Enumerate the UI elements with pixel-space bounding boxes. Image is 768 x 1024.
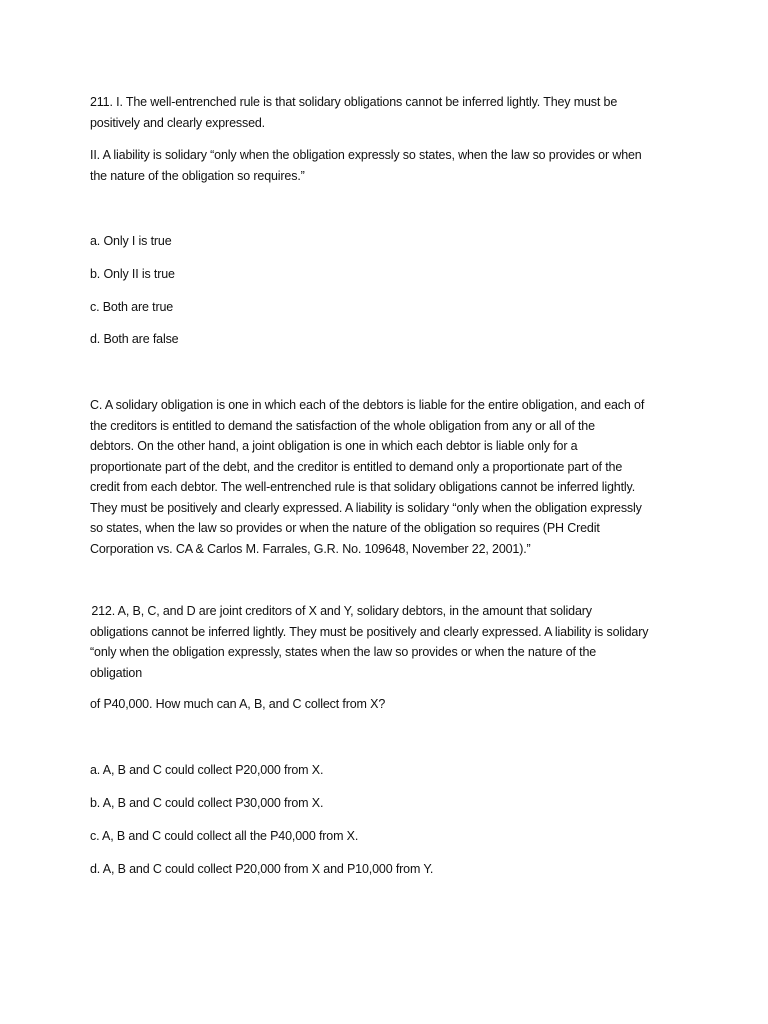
text-line: C. A solidary obligation is one in which each of the debtors is liable for the entire obligation, and each of — [90, 398, 645, 412]
text-line: credit from each debtor. The well-entrenched rule is that solidary obligations cannot be inferred lightly. — [90, 480, 636, 494]
text-line: proportionate part of the debt, and the creditor is entitled to demand only a proportionate part of the — [90, 459, 623, 474]
text-line: debtors. On the other hand, a joint obligation is one in which each debtor is liable only for a — [90, 439, 578, 453]
q211-choice-b: b. Only II is true — [90, 267, 175, 281]
q211-choice-d: d. Both are false — [90, 332, 179, 346]
text-line: the nature of the obligation so requires.” — [90, 168, 305, 183]
q211-choice-c: c. Both are true — [90, 300, 174, 314]
text-line: They must be positively and clearly expressed. A liability is solidary “only when the obligation expressly — [90, 500, 642, 515]
text-line: “only when the obligation expressly, states when the law so provides or when the nature of the — [90, 645, 597, 659]
text-line: positively and clearly expressed. — [90, 115, 266, 130]
q212-choice-b: b. A, B and C could collect P30,000 from X. — [90, 796, 324, 810]
q211-statement-2 — [90, 145, 690, 186]
q212-choice-d: d. A, B and C could collect P20,000 from X and P10,000 from Y. — [90, 862, 434, 876]
q212-choice-c: c. A, B and C could collect all the P40,000 from X. — [90, 829, 359, 843]
q211-answer-explanation — [90, 395, 690, 559]
q212-choice-a: a. A, B and C could collect P20,000 from X. — [90, 763, 324, 777]
text-line: obligations cannot be inferred lightly. They must be positively and clearly expressed. A liability is solidary — [90, 624, 649, 639]
q211-statement-1 — [90, 92, 690, 133]
text-line: 212. A, B, C, and D are joint creditors of X and Y, solidary debtors, in the amount that solidary — [88, 604, 592, 618]
q211-choice-a: a. Only I is true — [90, 234, 172, 248]
text-line: so states, when the law so provides or when the nature of the obligation so requires (PH Credit — [90, 521, 600, 535]
text-line: obligation — [90, 665, 143, 680]
q212-question — [88, 601, 688, 683]
text-line: II. A liability is solidary “only when the obligation expressly so states, when the law so provides or when — [90, 148, 642, 162]
text-line: 211. I. The well-entrenched rule is that solidary obligations cannot be inferred lightly. They must be — [90, 95, 618, 109]
text-line: Corporation vs. CA & Carlos M. Farrales, G.R. No. 109648, November 22, 2001).” — [90, 541, 531, 556]
q212-question-continued: of P40,000. How much can A, B, and C collect from X? — [90, 697, 386, 711]
text-line: the creditors is entitled to demand the satisfaction of the whole obligation from any or all of the — [90, 418, 595, 433]
